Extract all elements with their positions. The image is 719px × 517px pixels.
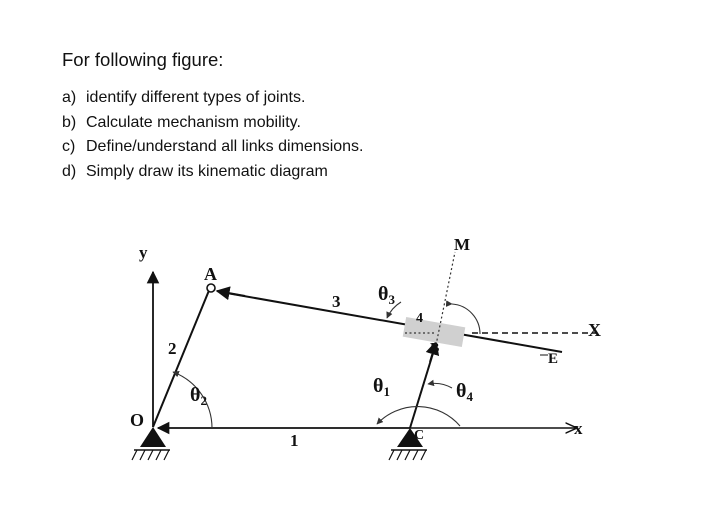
- item-marker: c): [62, 138, 76, 155]
- item-marker: a): [62, 89, 77, 106]
- label-theta-4: $\theta_4$: [456, 380, 473, 404]
- item-marker: b): [62, 113, 77, 131]
- label-theta-2: $\theta_2$: [190, 384, 207, 408]
- pin-joint-a: [207, 284, 215, 292]
- label-4: 4: [416, 311, 423, 326]
- item-text: Simply draw its kinematic diagram: [86, 162, 328, 180]
- label-1: 1: [290, 431, 299, 450]
- ground-support-o: [132, 427, 170, 460]
- question-title: For following figure:: [62, 49, 224, 70]
- label-theta-1: $\theta_1$: [373, 375, 390, 399]
- theta-4-arc: [428, 383, 452, 388]
- label-2: 2: [168, 339, 177, 358]
- label-big-x: X: [588, 320, 601, 340]
- theta-1-arc: [377, 407, 460, 426]
- label-b: B: [430, 341, 440, 356]
- label-o: O: [130, 410, 145, 430]
- item-text: Calculate mechanism mobility.: [86, 113, 301, 131]
- label-a: A: [204, 264, 217, 284]
- label-m: M: [454, 235, 471, 254]
- label-c: C: [414, 428, 425, 443]
- item-text: Define/understand all links dimensions.: [86, 138, 364, 155]
- label-theta-3: $\theta_3$: [378, 283, 395, 307]
- label-e: E: [548, 351, 559, 367]
- item-marker: d): [62, 162, 77, 180]
- link-3-arrowhead: [217, 291, 245, 296]
- label-y: y: [139, 243, 148, 262]
- label-x: x: [574, 419, 583, 438]
- label-3: 3: [332, 292, 341, 311]
- item-text: identify different types of joints.: [86, 89, 306, 106]
